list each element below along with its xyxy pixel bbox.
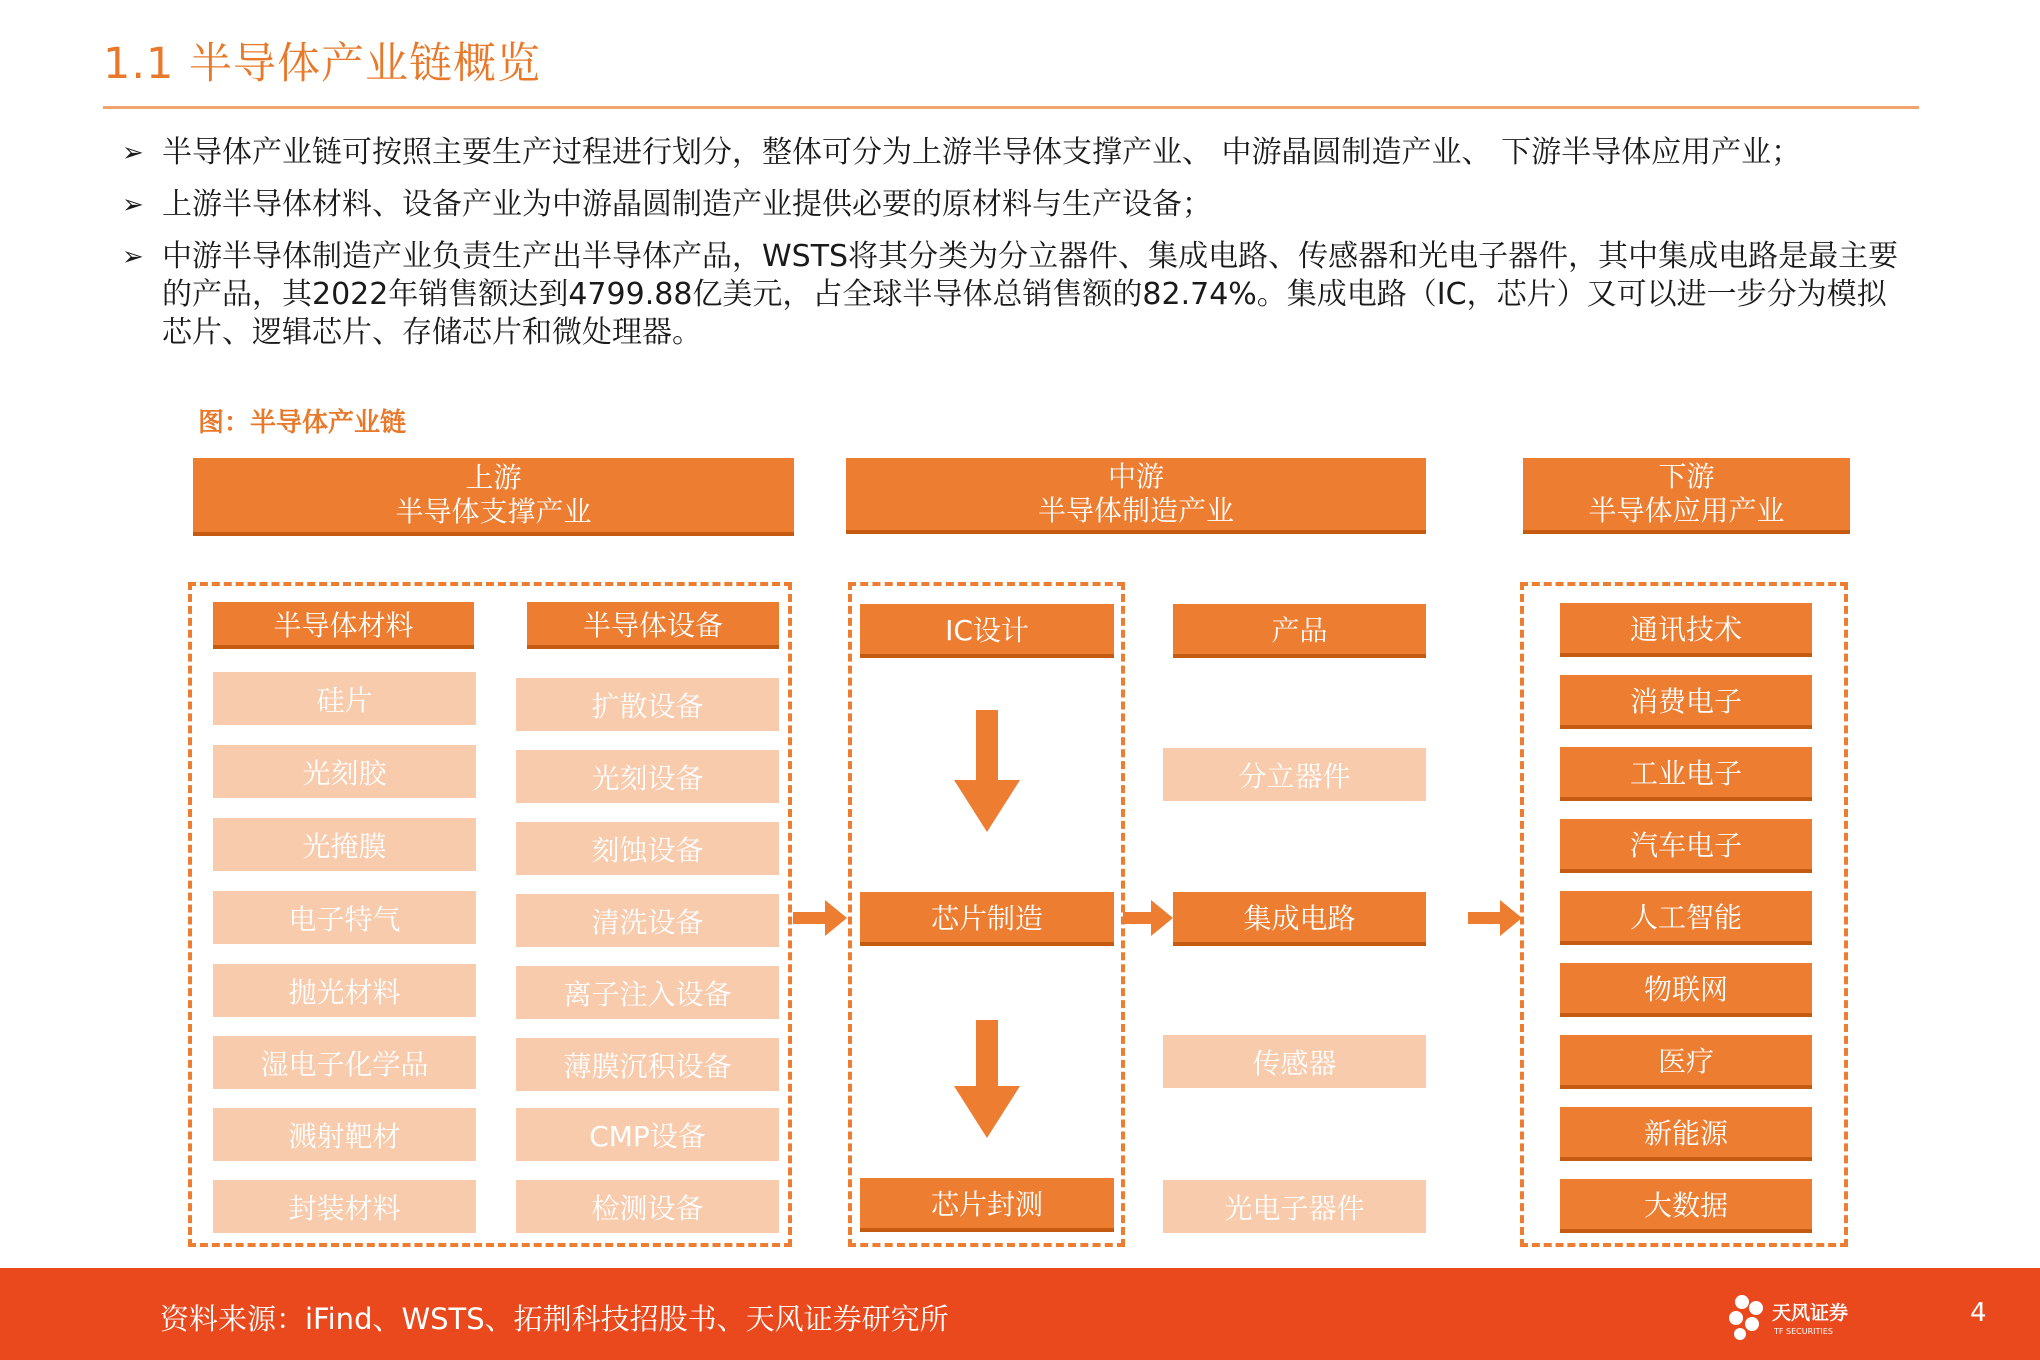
equipment-item: 扩散设备 [516,678,779,731]
process-chip-manufacturing: 芯片制造 [860,892,1114,946]
bullet-item: ➢ 中游半导体制造产业负责生产出半导体产品，WSTS将其分类为分立器件、集成电路、传感器和光电子器件，其中集成电路是最主要的产品，其2022年销售额达到4799.88亿美元，占全球半导体总销售额的82.74%。集成电路（IC，芯片）又可以进一步分为模拟芯片、逻辑芯片、存储芯片和微处理器。 [122,239,1899,350]
source-note: 资料来源：iFind、WSTS、拓荆科技招股书、天风证券研究所 [160,1302,949,1336]
equipment-title: 半导体设备 [527,602,779,649]
midstream-header: 中游 半导体制造产业 [846,458,1426,534]
equipment-item: 刻蚀设备 [516,822,779,875]
equipment-item: 薄膜沉积设备 [516,1038,779,1091]
bullet-item: ➢ 上游半导体材料、设备产业为中游晶圆制造产业提供必要的原材料与生产设备； [122,187,1212,222]
company-logo [1722,1288,1872,1344]
page-title: 1.1 半导体产业链概览 [103,39,542,89]
material-item: 硅片 [213,672,476,725]
upstream-header: 上游 半导体支撑产业 [193,458,794,536]
bullet-arrow-icon: ➢ [122,242,144,272]
equipment-item: 光刻设备 [516,750,779,803]
material-item: 封装材料 [213,1180,476,1233]
bullet-arrow-icon: ➢ [122,190,144,220]
logo-text: 天风证券 [1772,1302,1849,1324]
product-item: 光电子器件 [1163,1180,1426,1233]
products-title: 产品 [1173,604,1426,658]
material-item: 抛光材料 [213,964,476,1017]
product-item: 传感器 [1163,1035,1426,1088]
application-item: 物联网 [1560,963,1812,1017]
process-ic-design: IC设计 [860,604,1114,658]
material-item: 电子特气 [213,891,476,944]
right-arrow-icon [793,900,847,936]
flower-logo-icon [1722,1288,1872,1344]
equipment-item: 离子注入设备 [516,966,779,1019]
equipment-item: 清洗设备 [516,894,779,947]
application-item: 大数据 [1560,1179,1812,1233]
bullet-item: ➢ 半导体产业链可按照主要生产过程进行划分，整体可分为上游半导体支撑产业、 中游晶圆制造产业、 下游半导体应用产业； [122,135,1802,170]
application-item: 人工智能 [1560,891,1812,945]
equipment-item: CMP设备 [516,1108,779,1161]
application-item: 工业电子 [1560,747,1812,801]
material-item: 湿电子化学品 [213,1036,476,1089]
figure-caption: 图：半导体产业链 [198,408,407,438]
product-item: 分立器件 [1163,748,1426,801]
application-item: 汽车电子 [1560,819,1812,873]
page-number: 4 [1970,1298,1987,1328]
downstream-header: 下游 半导体应用产业 [1523,458,1850,534]
material-item: 光掩膜 [213,818,476,871]
material-item: 溅射靶材 [213,1108,476,1161]
application-item: 消费电子 [1560,675,1812,729]
application-item: 医疗 [1560,1035,1812,1089]
application-item: 通讯技术 [1560,603,1812,657]
right-arrow-icon [1123,900,1173,936]
product-item-ic: 集成电路 [1173,892,1426,946]
down-arrow-icon [954,1020,1020,1138]
equipment-item: 检测设备 [516,1180,779,1233]
process-chip-packaging-testing: 芯片封测 [860,1178,1114,1232]
title-divider [103,106,1919,109]
material-item: 光刻胶 [213,745,476,798]
logo-subtext: TF SECURITIES [1774,1327,1833,1336]
bullet-arrow-icon: ➢ [122,138,144,168]
materials-title: 半导体材料 [213,602,474,649]
right-arrow-icon [1468,900,1522,936]
down-arrow-icon [954,710,1020,832]
application-item: 新能源 [1560,1107,1812,1161]
bullet-list [122,120,1912,352]
